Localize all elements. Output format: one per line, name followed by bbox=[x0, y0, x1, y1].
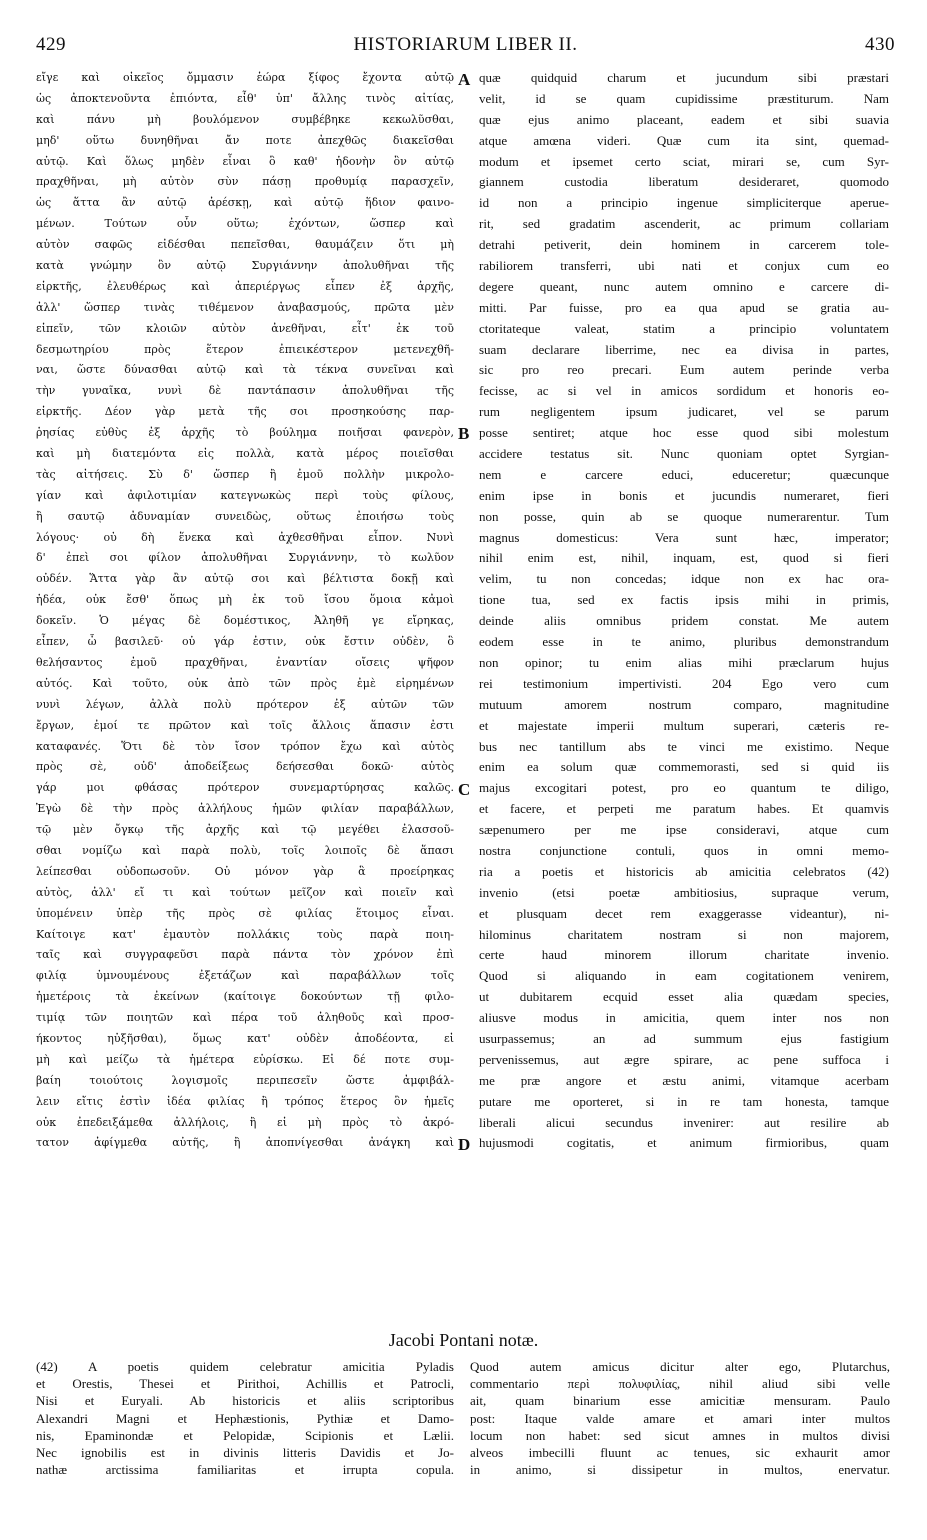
greek-text-line: λείπεσθαι οὐδοπωσοῦν. Οὐ μόνον γὰρ ἃ προείρηκας bbox=[36, 864, 454, 878]
note-line: locum non habet: sed sicut amnes in multos divisi bbox=[470, 1427, 890, 1443]
greek-text-line: ἀλλ' ὥσπερ τινὰς τιθέμενον ἀναβασμούς, πρῶτα μὲν bbox=[36, 300, 454, 314]
greek-text-line: σθαι νομίζω καὶ παρὰ πολὺ, τοῖς λοιποῖς δὲ ἅπασι bbox=[36, 843, 454, 857]
latin-text-column bbox=[479, 68, 889, 1154]
notes-right-column bbox=[470, 1358, 890, 1478]
latin-text-line: id non a principio ingenue simpliciterque aperue- bbox=[479, 195, 889, 211]
note-line: alveos imbecilli fluunt ac tenues, sic exhaurit amor bbox=[470, 1444, 890, 1460]
note-line: Nec ignobilis est in divinis litteris Davidis et Jo- bbox=[36, 1444, 454, 1460]
latin-text-line: usurpassemus; an ad summum ejus fastigium bbox=[479, 1030, 889, 1046]
greek-text-line: αὐτῷ. Καὶ ὅλως μηδὲν εἶναι ὃ καθ' ἡδονὴν ὂν αὐτῷ bbox=[36, 154, 454, 168]
note-line: ait, quam binarium esse amicitiæ mensuram. Paulo bbox=[470, 1393, 890, 1409]
latin-text-line: rit, sed gradatim ascenderit, ac primum collariam bbox=[479, 216, 889, 232]
latin-text-line: modum et ipsemet certo sciat, mirari se, cum Syr- bbox=[479, 153, 889, 169]
latin-text-line: giannem custodia liberatum desideraret, quomodo bbox=[479, 174, 889, 190]
greek-text-line: ταῖς καὶ συγγραφεῦσι παρὰ πάντα τὸν χρόνον ἐπὶ bbox=[36, 948, 454, 962]
latin-text-line: aliusve modus in amicitia, quem inter nos non bbox=[479, 1010, 889, 1026]
note-line: et Orestis, Thesei et Pirithoi, Achillis et Patrocli, bbox=[36, 1376, 454, 1392]
note-line: commentario περὶ πολυφιλίας, nihil aliud sibi velle bbox=[470, 1376, 890, 1392]
greek-text-line: ἔργων, ἐμοί τε πρῶτον καὶ τοῖς ἄλλοις ἅπασιν ἐστι bbox=[36, 718, 454, 732]
greek-text-line: ῥησίας εὐθὺς ἐξ ἀρχῆς τὸ βούλημα ποιῆσαι φανερὸν, bbox=[36, 426, 454, 440]
greek-text-line: Ἐγὼ δὲ τὴν πρὸς ἀλλήλους ἡμῶν φιλίαν παραβάλλων, bbox=[36, 802, 454, 816]
page-number-right: 430 bbox=[865, 34, 895, 55]
greek-text-line: καὶ πάνυ μὴ βουλόμενον συμβέβηκε κεκωλῦσθαι, bbox=[36, 112, 454, 126]
latin-text-line: liberali alicui secundus invenirer: aut resilire ab bbox=[479, 1114, 889, 1130]
greek-text-line: κατὰ γνώμην ὂν αὐτῷ Συργιάννην ἀπολυθῆναι τῆς bbox=[36, 259, 454, 273]
latin-text-line: accidere testatus sit. Nunc quoniam optet Syrgian- bbox=[479, 446, 889, 462]
greek-text-line: εἰπεῖν, τῶν κλοιῶν αὐτὸν ἀνεθῆναι, εἶτ' ἐκ τοῦ bbox=[36, 321, 454, 335]
greek-text-line: αὐτὸς, ἀλλ' εἴ τι καὶ τούτων μεῖζον καὶ ποιεῖν καὶ bbox=[36, 885, 454, 899]
greek-text-line: Καίτοιγε κατ' ἐμαυτὸν πολλάκις τοὺς παρὰ ποιη- bbox=[36, 927, 454, 941]
greek-text-line: λειν εἴτις ἐστὶν ἰδέα φιλίας ἢ τρόπος ἕτερος ὃν ἡμεῖς bbox=[36, 1094, 454, 1108]
notes-title: Jacobi Pontani notæ. bbox=[388, 1330, 539, 1350]
latin-text-line: nihil enim est, nihil, inquam, est, quod si fieri bbox=[479, 550, 889, 566]
greek-text-line: αὐτός. Καὶ τοῦτο, οὐκ ἀπὸ τῶν πρὸς ἐμὲ εἰρημένων bbox=[36, 676, 454, 690]
greek-text-line: μένων. Τούτων οὖν οὕτω; ἐχόντων, ὥσπερ καὶ bbox=[36, 217, 454, 231]
greek-text-line: ὑπομένειν ὑπὲρ τῆς πρὸς σὲ φιλίας ἕτοιμος εἶναι. bbox=[36, 906, 454, 920]
latin-text-line: ut dubitarem ecquid esset alia quædam species, bbox=[479, 989, 889, 1005]
latin-text-line: deinde aliis omnibus pridem constat. Me autem bbox=[479, 613, 889, 629]
latin-text-line: certe haud minorem illorum charitate invenio. bbox=[479, 947, 889, 963]
latin-text-line: invenio (etsi poetæ ambitiosius, supraque verum, bbox=[479, 884, 889, 900]
greek-text-line: ὡς ἅττα ἂν αὐτῷ ἀρέσκῃ, καὶ αὐτῷ ἥδιον φαινο- bbox=[36, 196, 454, 210]
greek-text-line: ὡς ἀποκτενοῦντα ἐπιόντα, εἶθ' ὑπ' ἄλλης τινὸς αἰτίας, bbox=[36, 91, 454, 105]
latin-text-line: mitti. Par fuisse, pro ea qua apud se gratia au- bbox=[479, 299, 889, 315]
latin-text-line: suam declarare liberrime, nec ea divisa in partes, bbox=[479, 341, 889, 357]
margin-letter-c: C bbox=[458, 780, 471, 799]
greek-text-line: εἴγε καὶ οἰκεῖος ὄμμασιν ἑώρα ξίφος ἔχοντα αὐτῷ bbox=[36, 71, 454, 84]
latin-text-line: tione tua, sed ex factis ipsis mihi in primis, bbox=[479, 592, 889, 608]
latin-text-line: hujusmodi cogitatis, et animum firmioribus, quam bbox=[479, 1135, 889, 1151]
greek-text-line: πρὸς σὲ, οὐδ' ἀποδείξεως δεήσεσθαι δοκῶ· αὐτὸς bbox=[36, 760, 454, 774]
latin-text-line: pervenissemus, aut ægre spirare, ac pene suffoca i bbox=[479, 1051, 889, 1067]
latin-text-line: non posse, quin ab se quoque numerarentur. Tum bbox=[479, 508, 889, 524]
note-line: Alexandri Magni et Hephæstionis, Pythiæ et Damo- bbox=[36, 1410, 454, 1426]
greek-text-line: αὐτὸν σαφῶς εἰδέσθαι πεπεῖσθαι, θαυμάζειν ὅτι μὴ bbox=[36, 238, 454, 252]
greek-text-line: δεσμωτηρίου πρὸς ἕτερον ἐπιεικέστερον μετενεχθῆ- bbox=[36, 342, 454, 356]
running-head bbox=[36, 34, 895, 60]
greek-text-line: φιλίᾳ ὑμνουμένους ἐξετάζων καὶ παραβάλλων τοῖς bbox=[36, 969, 454, 983]
running-title: HISTORIARUM LIBER II. bbox=[353, 34, 578, 55]
note-line: Quod autem amicus dicitur alter ego, Plutarchus, bbox=[470, 1359, 890, 1374]
latin-text-line: et plusquam decet rem exaggerasse videantur), ni- bbox=[479, 905, 889, 921]
page-number-left: 429 bbox=[36, 34, 66, 55]
greek-text-line: θελήσαντος ἐμοῦ πραχθῆναι, ἐναντίαν οἴσεις ψῆφον bbox=[36, 655, 454, 669]
note-line: nathæ arctissima familiaritas et irrupta copula. bbox=[36, 1462, 454, 1478]
latin-text-line: mutuum amorem nostrum comparo, magnitudine bbox=[479, 696, 889, 712]
note-line: nis, Epaminondæ et Pelopidæ, Scipionis et Lælii. bbox=[36, 1427, 454, 1443]
latin-text-line: rei testimonium impertivisti. 204 Ego vero cum bbox=[479, 675, 889, 691]
latin-text-line: posse sentiret; atque hoc esse quod sibi molestum bbox=[479, 425, 889, 441]
greek-text-line: οὐδέν. Ἅττα γὰρ ἂν αὐτῷ σοι καὶ βέλτιστα δοκῇ καὶ bbox=[36, 572, 454, 586]
margin-letter-a: A bbox=[458, 70, 471, 89]
latin-text-line: majus excogitari potest, pro eo quantum te diligo, bbox=[479, 780, 889, 796]
latin-text-line: degere queant, nunc autem omnino e carcere di- bbox=[479, 278, 889, 294]
greek-text-line: τῷ μὲν ὄγκῳ τῆς ἀρχῆς καὶ τῷ μεγέθει ἐλασσοῦ- bbox=[36, 823, 454, 837]
latin-text-line: quæ ejus animo placeant, eadem et sibi suavia bbox=[479, 111, 889, 127]
latin-text-line: me præ angore et æstu animi, vitamque acerbam bbox=[479, 1072, 889, 1088]
greek-text-line: μὴ καὶ μείζω τὰ ἡμέτερα εὑρίσκω. Εἰ δέ ποτε συμ- bbox=[36, 1052, 454, 1066]
greek-text-line: μηδ' οὕτω δυνηθῆναι ἄν ποτε ἀπεχθῶς διακεῖσθαι bbox=[36, 133, 454, 147]
latin-text-line: putare me oporteret, si in re tam honesta, tamque bbox=[479, 1093, 889, 1109]
greek-text-line: λόγους· οὐ δὴ ἕνεκα καὶ ἀχθεσθῆναι εἶπον. Νυνὶ bbox=[36, 530, 454, 544]
greek-text-line: βαίη τοιούτοις λογισμοῖς περιπεσεῖν ὥστε ἀμφιβάλ- bbox=[36, 1073, 454, 1087]
margin-letter-b: B bbox=[458, 424, 470, 443]
greek-text-line: καὶ μὴ διατεμόντα εἰς πολλὰ, κατὰ μέρος ποιεῖσθαι bbox=[36, 447, 454, 461]
greek-text-line: καταφανές. Ὅτι δὲ τὸν ἴσον τρόπον ἔχω καὶ αὐτὸς bbox=[36, 739, 454, 753]
latin-text-line: rabiliorem transferri, ubi nati et conjux cum eo bbox=[479, 258, 889, 274]
greek-text-line: ἢ σαυτῷ ἀδυναμίαν συνειδὼς, οὕτως ἐποιήσω τοὺς bbox=[36, 509, 454, 523]
latin-text-line: detrahi petiverit, dein hominem in carcerem tole- bbox=[479, 237, 889, 253]
latin-text-line: velim, tu non concedas; idque non ex hac ora- bbox=[479, 571, 889, 587]
note-line: Nisi et Euryali. Ab historicis et aliis scriptoribus bbox=[36, 1393, 454, 1409]
latin-text-line: quæ quidquid charum et jucundum sibi præstari bbox=[479, 70, 889, 85]
greek-text-line: γίαν καὶ ἀφιλοτιμίαν κατεγνωκὼς περὶ τοὺς φίλους, bbox=[36, 488, 454, 502]
greek-text-line: ναι, ὥστε δύνασθαι αὐτῷ καὶ τὰ τέκνα συνεῖναι καὶ bbox=[36, 363, 454, 377]
latin-text-line: enim ea solum quæ commemorasti, sed si quid iis bbox=[479, 759, 889, 775]
latin-text-line: Quod si aliquando in eam cogitationem venirem, bbox=[479, 968, 889, 984]
latin-text-line: nostra conjunctione contuli, quos in omni memo- bbox=[479, 842, 889, 858]
greek-text-line: δοκεῖν. Ὁ μέγας δὲ δομέστικος, Ἀληθῆ γε εἴρηκας, bbox=[36, 614, 454, 628]
latin-text-line: non opinor; tu enim alias mihi præclarum hujus bbox=[479, 654, 889, 670]
latin-text-line: velit, id se quam cupidissime præstiturum. Nam bbox=[479, 90, 889, 106]
note-line: in animo, si dissipetur in multos, enervatur. bbox=[470, 1462, 890, 1478]
greek-text-line: δ' ἐπεὶ σοι φίλον ἀπολυθῆναι Συργιάννην, τὸ κωλῦον bbox=[36, 551, 454, 565]
latin-text-line: et majestate imperii multum superari, cæteris re- bbox=[479, 717, 889, 733]
latin-text-line: enim ipse in bonis et jucundis numeraret, fieri bbox=[479, 487, 889, 503]
greek-text-line: οὐκ ἐπεδειξάμεθα ἀλλήλοις, ἢ εἰ μὴ πρὸς τὸ ἀκρό- bbox=[36, 1115, 454, 1129]
latin-text-line: hilominus charitatem nostram si non majorem, bbox=[479, 926, 889, 942]
greek-text-line: εἱρκτῆς, ἐλευθέρως καὶ ἀπεριέργως εἶπεν ἐξ ἀρχῆς, bbox=[36, 279, 454, 293]
greek-text-line: γάρ μοι φθάσας πρότερον συνεμαρτύρησας καλῶς. bbox=[36, 781, 454, 795]
latin-text-line: et facere, et perpeti me paratum habes. Et quamvis bbox=[479, 801, 889, 817]
latin-text-line: bus nec tantillum abs te vinci me existimo. Neque bbox=[479, 738, 889, 754]
notes-left-column bbox=[36, 1358, 454, 1478]
greek-text-line: ἡμετέροις τὰ ἐκείνων (καίτοιγε δοκούντων τῇ φιλο- bbox=[36, 990, 454, 1004]
greek-text-line: ήκοντος ηὐξῆσθαι), ὅμως κατ' οὐδὲν ἀποδέοντα, εἰ bbox=[36, 1031, 454, 1045]
latin-text-line: atque amœna videri. Quæ cum ita sint, quemad- bbox=[479, 132, 889, 148]
greek-text-line: τατον ἀφίγμεθα αὐτῆς, ἢ ἀποπνίγεσθαι ἀνάγκη καὶ bbox=[36, 1136, 454, 1150]
latin-text-line: ria a poetis et historicis ab amicitia celebratos (42) bbox=[479, 863, 889, 879]
greek-text-line: εἶπεν, ὦ βασιλεῦ· οὐ γάρ ἐστιν, οὐκ ἔστιν οὐδὲν, ὃ bbox=[36, 635, 454, 649]
greek-text-line: τὰς αἰτήσεις. Σὺ δ' ὥσπερ ἢ ἐμοῦ πολλὴν μικρολο- bbox=[36, 467, 454, 481]
margin-letter-d: D bbox=[458, 1135, 471, 1154]
greek-text-line: εἱρκτῆς. Δέον γὰρ μετὰ τῆς σοι προσηκούσης παρ- bbox=[36, 405, 454, 419]
greek-text-line: πραχθῆναι, μὴ αὐτὸν σὺν πάσῃ προθυμίᾳ παρασχεῖν, bbox=[36, 175, 454, 189]
latin-text-line: eodem esse in te animo, pluribus demonstrandum bbox=[479, 634, 889, 650]
latin-text-line: nem e carcere educi, educeretur; quæcunque bbox=[479, 466, 889, 482]
greek-text-line: ἡδέα, οὐκ ἔσθ' ὅπως μὴ ἐκ τοῦ ἴσου ὅμοια κἀμοὶ bbox=[36, 593, 454, 607]
latin-text-line: sic pro reo precari. Eum autem perinde verba bbox=[479, 362, 889, 378]
note-line: post: Itaque valde amare et amari inter multos bbox=[470, 1410, 890, 1426]
latin-text-line: sæpenumero per me ipse consideravi, atque cum bbox=[479, 822, 889, 838]
greek-text-column bbox=[36, 68, 454, 1154]
note-line: (42) A poetis quidem celebratur amicitia Pyladis bbox=[36, 1359, 454, 1374]
latin-text-line: magnus domesticus: Vera sunt hæc, imperator; bbox=[479, 529, 889, 545]
greek-text-line: νυνὶ λέγων, ἀλλὰ πολὺ πρότερον ἐξ αὐτῶν τῶν bbox=[36, 697, 454, 711]
latin-text-line: rum negligentem ipsum judicaret, vel se parum bbox=[479, 404, 889, 420]
greek-text-line: τὴν γυναῖκα, νυνὶ δὲ παντάπασιν ἀπολυθῆναι τῆς bbox=[36, 384, 454, 398]
latin-text-line: ctoritateque valeat, statim a principio voluntatem bbox=[479, 320, 889, 336]
greek-text-line: τιμίᾳ τῶν ποιητῶν καὶ πέρα τοῦ ἀληθοῦς καὶ προσ- bbox=[36, 1011, 454, 1025]
latin-text-line: fecisse, ac si vel in amicos sordidum et honoris eo- bbox=[479, 383, 889, 399]
